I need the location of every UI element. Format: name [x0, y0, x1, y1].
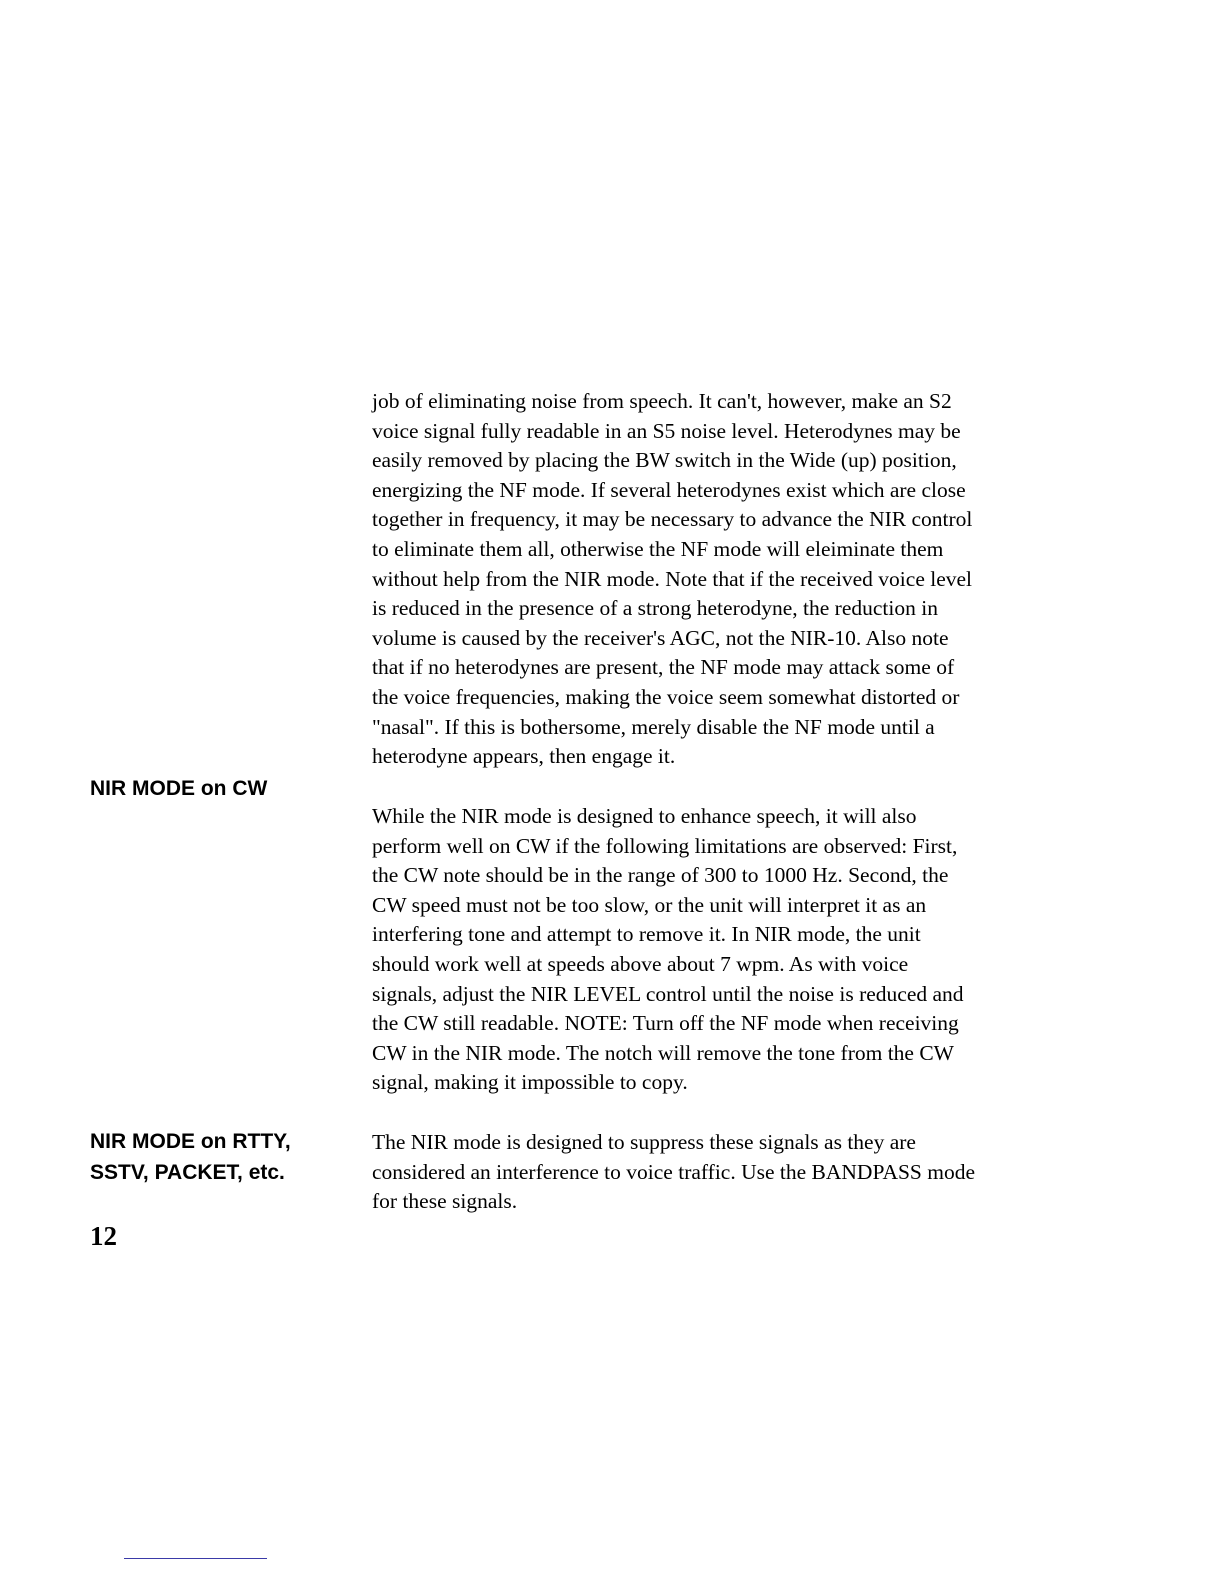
paragraph-nir-mode-cw — [372, 802, 1072, 1098]
paragraph-nir-mode-rtty — [372, 1128, 1072, 1217]
text-line: "nasal". If this is bothersome, merely disable the NF mode until a — [372, 714, 935, 739]
text-line: perform well on CW if the following limitations are observed: First, — [372, 833, 958, 858]
text-line: While the NIR mode is designed to enhance speech, it will also — [372, 804, 917, 828]
text-line: voice signal fully readable in an S5 noise level. Heterodynes may be — [372, 418, 961, 443]
text-line: for these signals. — [372, 1189, 518, 1214]
section-heading-nir-mode-rtty — [90, 1126, 291, 1188]
text-line: signal, making it impossible to copy. — [372, 1070, 688, 1095]
heading-line: SSTV, PACKET, etc. — [90, 1161, 285, 1184]
text-line: heterodyne appears, then engage it. — [372, 744, 676, 769]
text-line: the CW note should be in the range of 300 to 1000 Hz. Second, the — [372, 863, 949, 888]
text-line: that if no heterodynes are present, the NF mode may attack some of — [372, 655, 955, 680]
footer-divider — [124, 1558, 267, 1559]
heading-line: NIR MODE on RTTY, — [90, 1130, 291, 1153]
text-line: CW in the NIR mode. The notch will remove the tone from the CW — [372, 1040, 954, 1065]
text-line: considered an interference to voice traffic. Use the BANDPASS mode — [372, 1159, 976, 1184]
text-line: without help from the NIR mode. Note that if the received voice level — [372, 566, 973, 591]
text-line: energizing the NF mode. If several heterodynes exist which are close — [372, 477, 966, 502]
text-line: the voice frequencies, making the voice seem somewhat distorted or — [372, 684, 960, 709]
section-heading-nir-mode-cw — [90, 773, 267, 804]
text-line: to eliminate them all, otherwise the NF mode will eleiminate them — [372, 536, 944, 561]
text-line: should work well at speeds above about 7 wpm. As with voice — [372, 951, 909, 976]
paragraph-intro-continuation — [372, 387, 1072, 772]
text-line: easily removed by placing the BW switch in the Wide (up) position, — [372, 448, 957, 473]
text-line: interfering tone and attempt to remove it. In NIR mode, the unit — [372, 922, 921, 947]
text-line: volume is caused by the receiver's AGC, not the NIR-10. Also note — [372, 625, 949, 650]
page-number: 12 — [90, 1221, 117, 1251]
text-line: signals, adjust the NIR LEVEL control until the noise is reduced and — [372, 981, 964, 1006]
text-line: The NIR mode is designed to suppress these signals as they are — [372, 1130, 916, 1154]
text-line: CW speed must not be too slow, or the unit will interpret it as an — [372, 892, 927, 917]
heading-line: NIR MODE on CW — [90, 777, 268, 800]
text-line: is reduced in the presence of a strong heterodyne, the reduction in — [372, 596, 938, 621]
text-line: the CW still readable. NOTE: Turn off the NF mode when receiving — [372, 1011, 959, 1036]
text-line: together in frequency, it may be necessary to advance the NIR control — [372, 507, 973, 532]
text-line: job of eliminating noise from speech. It can't, however, make an S2 — [372, 389, 952, 413]
